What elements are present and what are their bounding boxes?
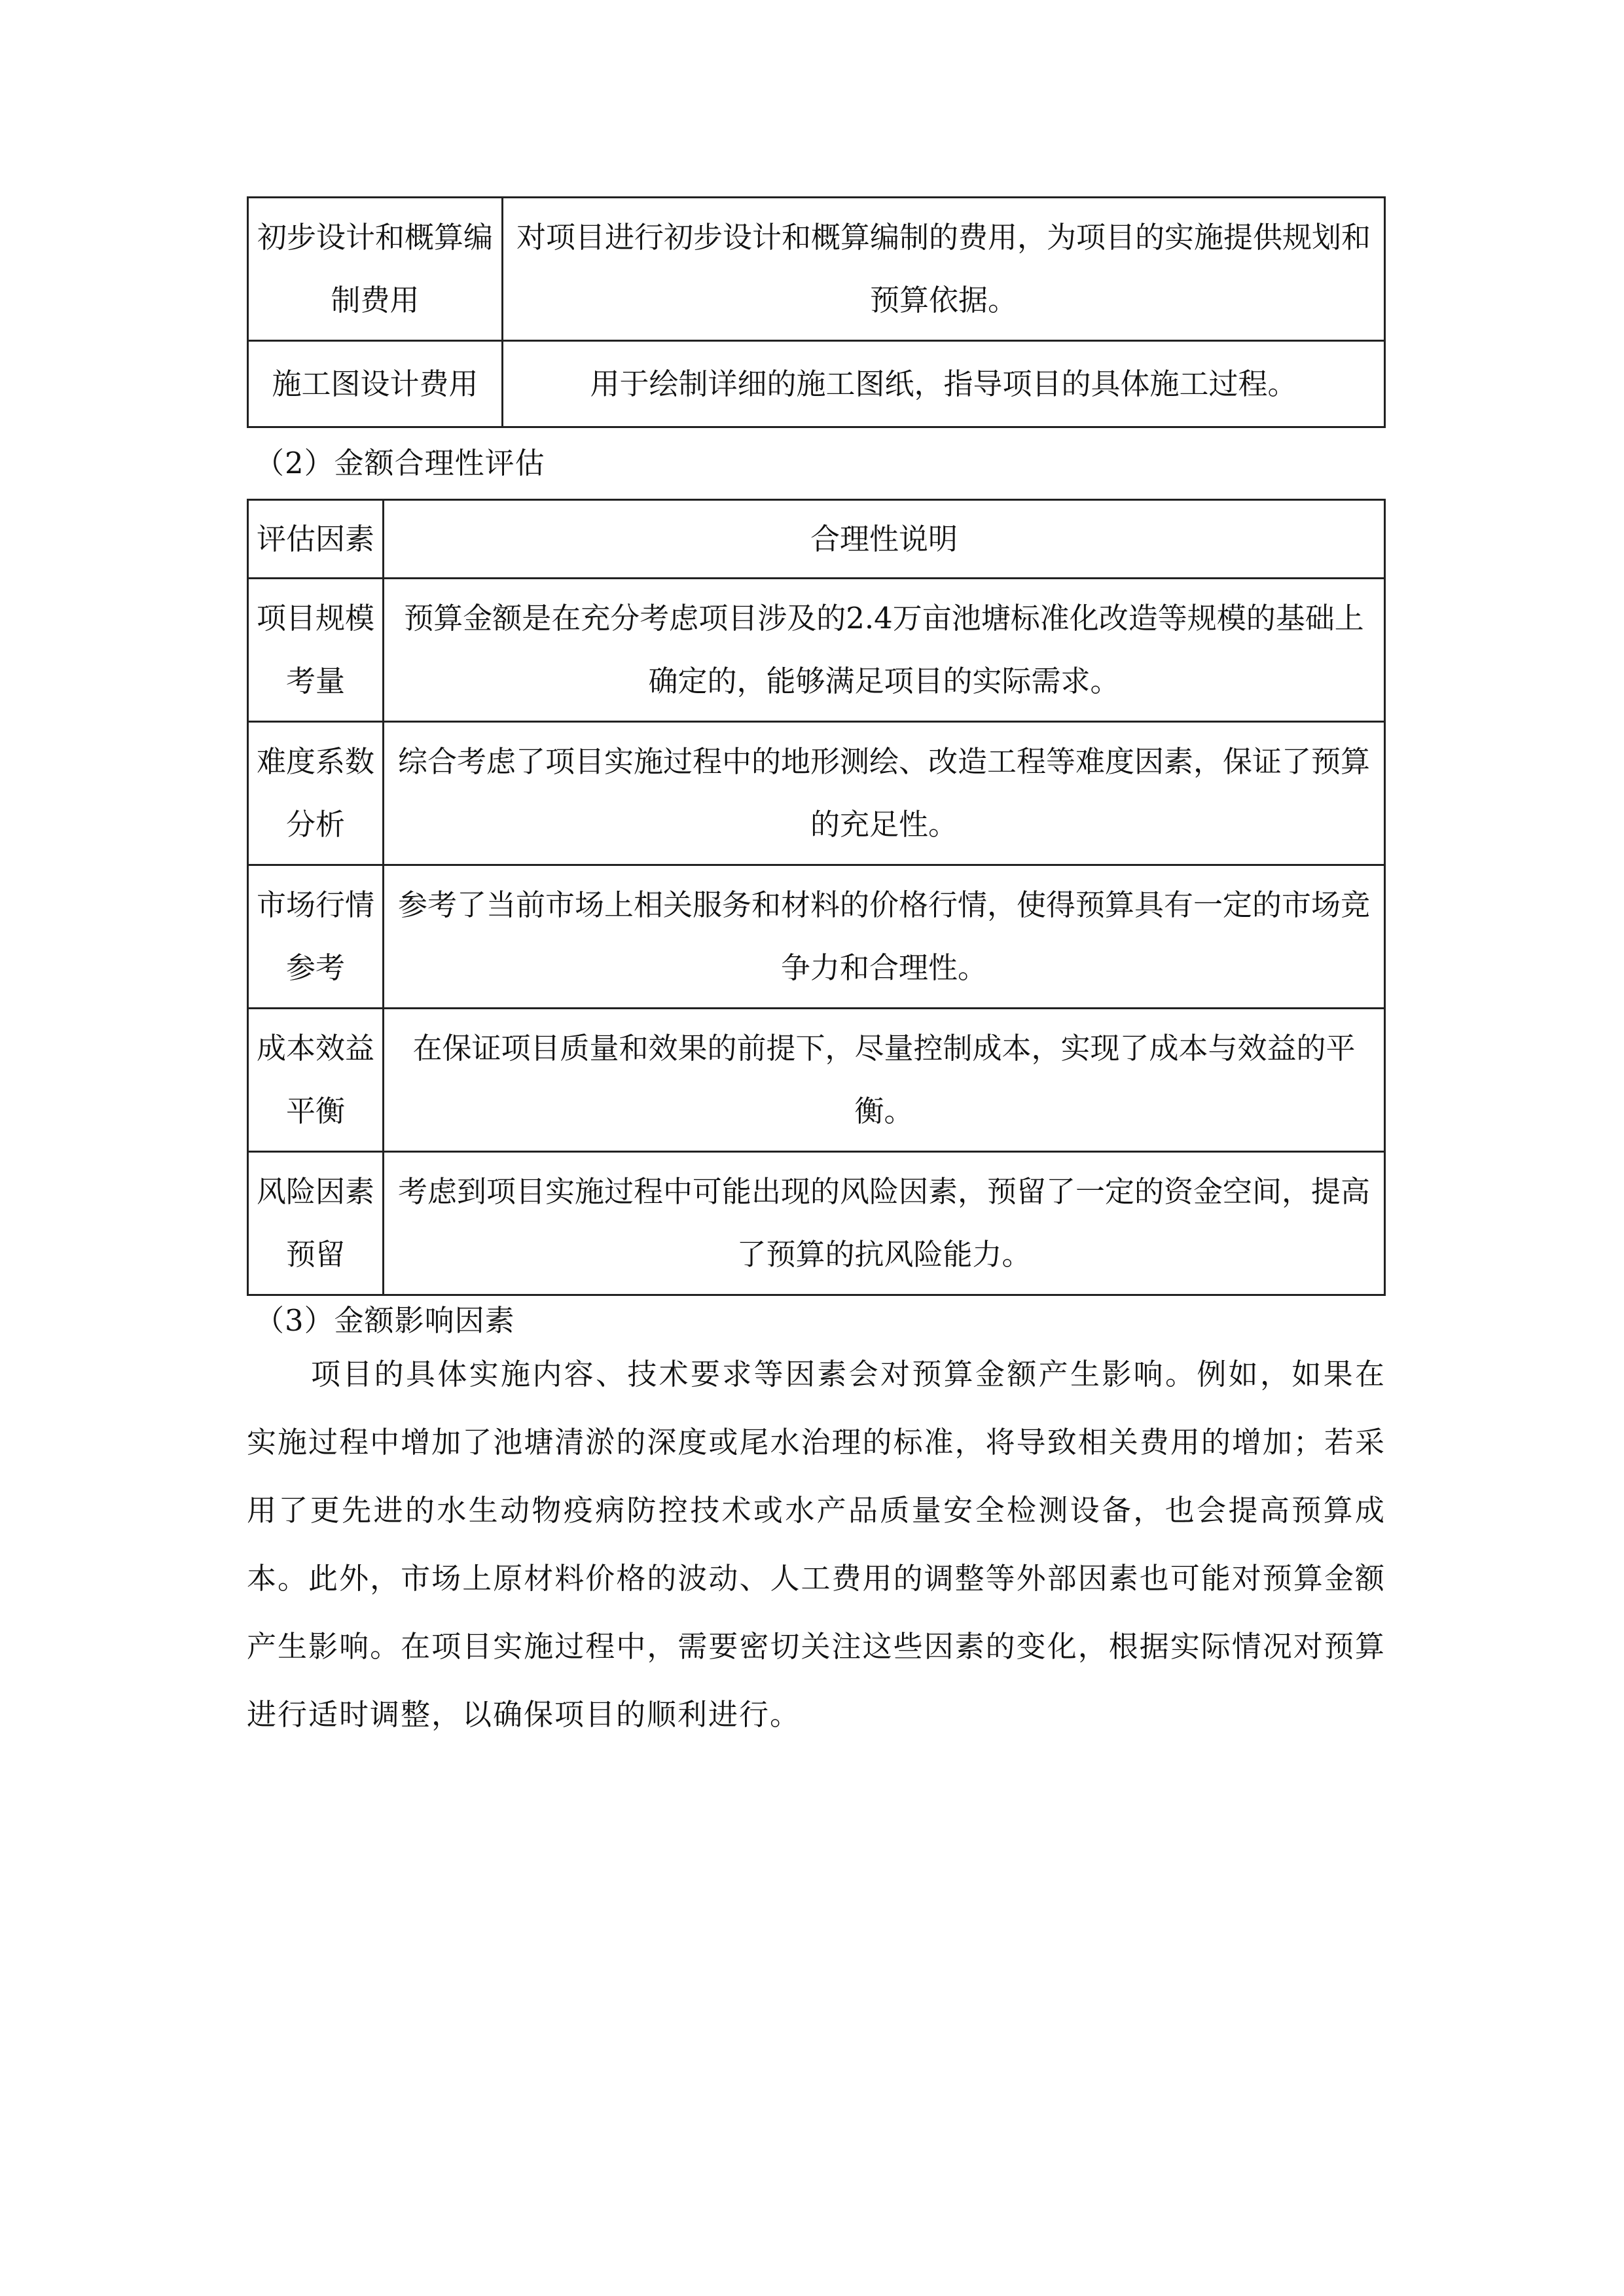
explanation-cell: 在保证项目质量和效果的前提下，尽量控制成本，实现了成本与效益的平衡。 [384,1009,1385,1152]
factor-cell: 项目规模考量 [248,579,384,722]
explanation-cell: 综合考虑了项目实施过程中的地形测绘、改造工程等难度因素，保证了预算的充足性。 [384,722,1385,865]
section-heading-impact-factors: （3）金额影响因素 [255,1303,515,1338]
table-row [248,722,1385,865]
impact-factors-paragraph: 项目的具体实施内容、技术要求等因素会对预算金额产生影响。例如，如果在实施过程中增加了池塘清淤的深度或尾水治理的标准，将导致相关费用的增加；若采用了更先进的水生动物疫病防控技术或水产品质量安全检测设备，也会提高预算成本。此外，市场上原材料价格的波动、人工费用的调整等外部因素也可能对预算金额产生影响。在项目实施过程中，需要密切关注这些因素的变化，根据实际情况对预算进行适时调整，以确保项目的顺利进行。 [247,1357,1386,1732]
table-row [248,1152,1385,1295]
table-row [248,865,1385,1009]
factor-cell: 市场行情参考 [248,865,384,1009]
table-row [248,1009,1385,1152]
factor-cell: 难度系数分析 [248,722,384,865]
explanation-cell: 参考了当前市场上相关服务和材料的价格行情，使得预算具有一定的市场竞争力和合理性。 [384,865,1385,1009]
cost-table [247,196,1386,428]
document-page [247,196,1386,1749]
table-row [248,198,1385,341]
cost-item-cell: 施工图设计费用 [248,341,503,427]
factor-cell: 成本效益平衡 [248,1009,384,1152]
cost-description-cell: 用于绘制详细的施工图纸，指导项目的具体施工过程。 [503,341,1385,427]
factor-cell: 风险因素预留 [248,1152,384,1295]
section-heading-reasonableness: （2）金额合理性评估 [255,446,545,480]
cost-description-cell: 对项目进行初步设计和概算编制的费用，为项目的实施提供规划和预算依据。 [503,198,1385,341]
column-header-factor: 评估因素 [248,500,384,579]
explanation-cell: 预算金额是在充分考虑项目涉及的2.4万亩池塘标准化改造等规模的基础上确定的，能够满足项目的实际需求。 [384,579,1385,722]
table-row [248,579,1385,722]
table-row [248,341,1385,427]
column-header-explanation: 合理性说明 [384,500,1385,579]
reasonableness-table [247,499,1386,1296]
table-header-row [248,500,1385,579]
cost-item-cell: 初步设计和概算编制费用 [248,198,503,341]
explanation-cell: 考虑到项目实施过程中可能出现的风险因素，预留了一定的资金空间，提高了预算的抗风险能力。 [384,1152,1385,1295]
